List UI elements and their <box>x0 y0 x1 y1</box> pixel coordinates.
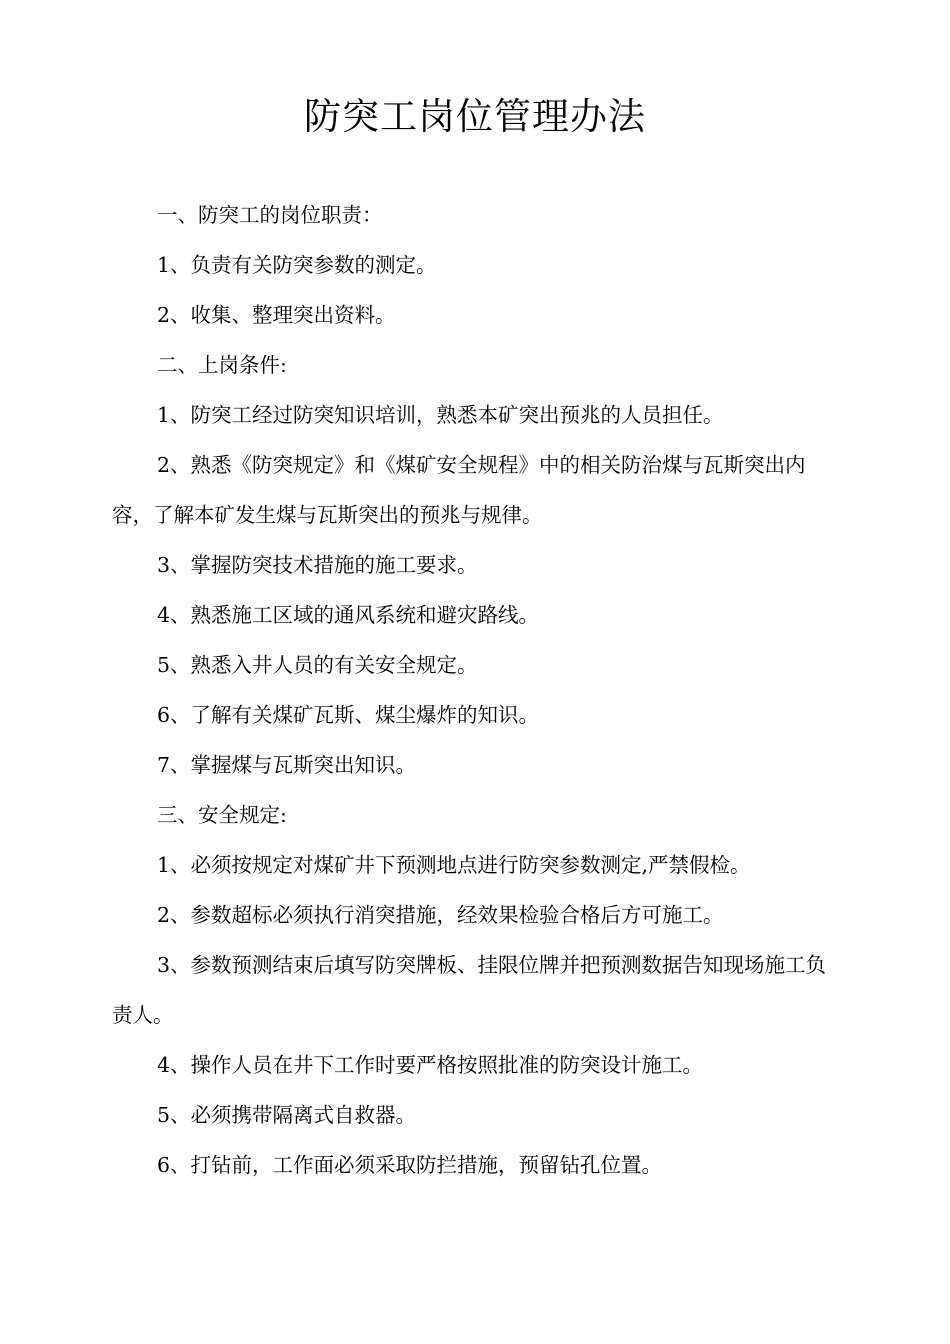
paragraph: 2、收集、整理突出资料。 <box>157 303 396 327</box>
document-title: 防突工岗位管理办法 <box>304 95 646 138</box>
paragraph: 5、必须携带隔离式自救器。 <box>157 1103 417 1127</box>
paragraph: 1、防突工经过防突知识培训，熟悉本矿突出预兆的人员担任。 <box>157 403 724 427</box>
paragraph: 1、负责有关防突参数的测定。 <box>157 253 437 277</box>
paragraph: 5、熟悉入井人员的有关安全规定。 <box>157 653 478 677</box>
section-heading-conditions: 二、上岗条件: <box>157 353 287 377</box>
paragraph: 1、必须按规定对煤矿井下预测地点进行防突参数测定,严禁假检。 <box>157 853 751 877</box>
paragraph: 7、掌握煤与瓦斯突出知识。 <box>157 753 417 777</box>
paragraph: 3、参数预测结束后填写防突牌板、挂限位牌并把预测数据告知现场施工负责人。 <box>112 953 827 1027</box>
paragraph: 6、了解有关煤矿瓦斯、煤尘爆炸的知识。 <box>157 703 540 727</box>
document-body <box>112 190 840 1190</box>
paragraph: 2、熟悉《防突规定》和《煤矿安全规程》中的相关防治煤与瓦斯突出内容，了解本矿发生煤与瓦斯突出的预兆与规律。 <box>112 453 806 527</box>
section-heading-safety: 三、安全规定: <box>157 803 287 827</box>
paragraph: 6、打钻前，工作面必须采取防拦措施，预留钻孔位置。 <box>157 1153 663 1177</box>
paragraph: 4、操作人员在井下工作时要严格按照批准的防突设计施工。 <box>157 1053 704 1077</box>
paragraph: 3、掌握防突技术措施的施工要求。 <box>157 553 478 577</box>
paragraph: 4、熟悉施工区域的通风系统和避灾路线。 <box>157 603 540 627</box>
paragraph: 2、参数超标必须执行消突措施，经效果检验合格后方可施工。 <box>157 903 724 927</box>
section-heading-duties: 一、防突工的岗位职责： <box>157 203 383 227</box>
